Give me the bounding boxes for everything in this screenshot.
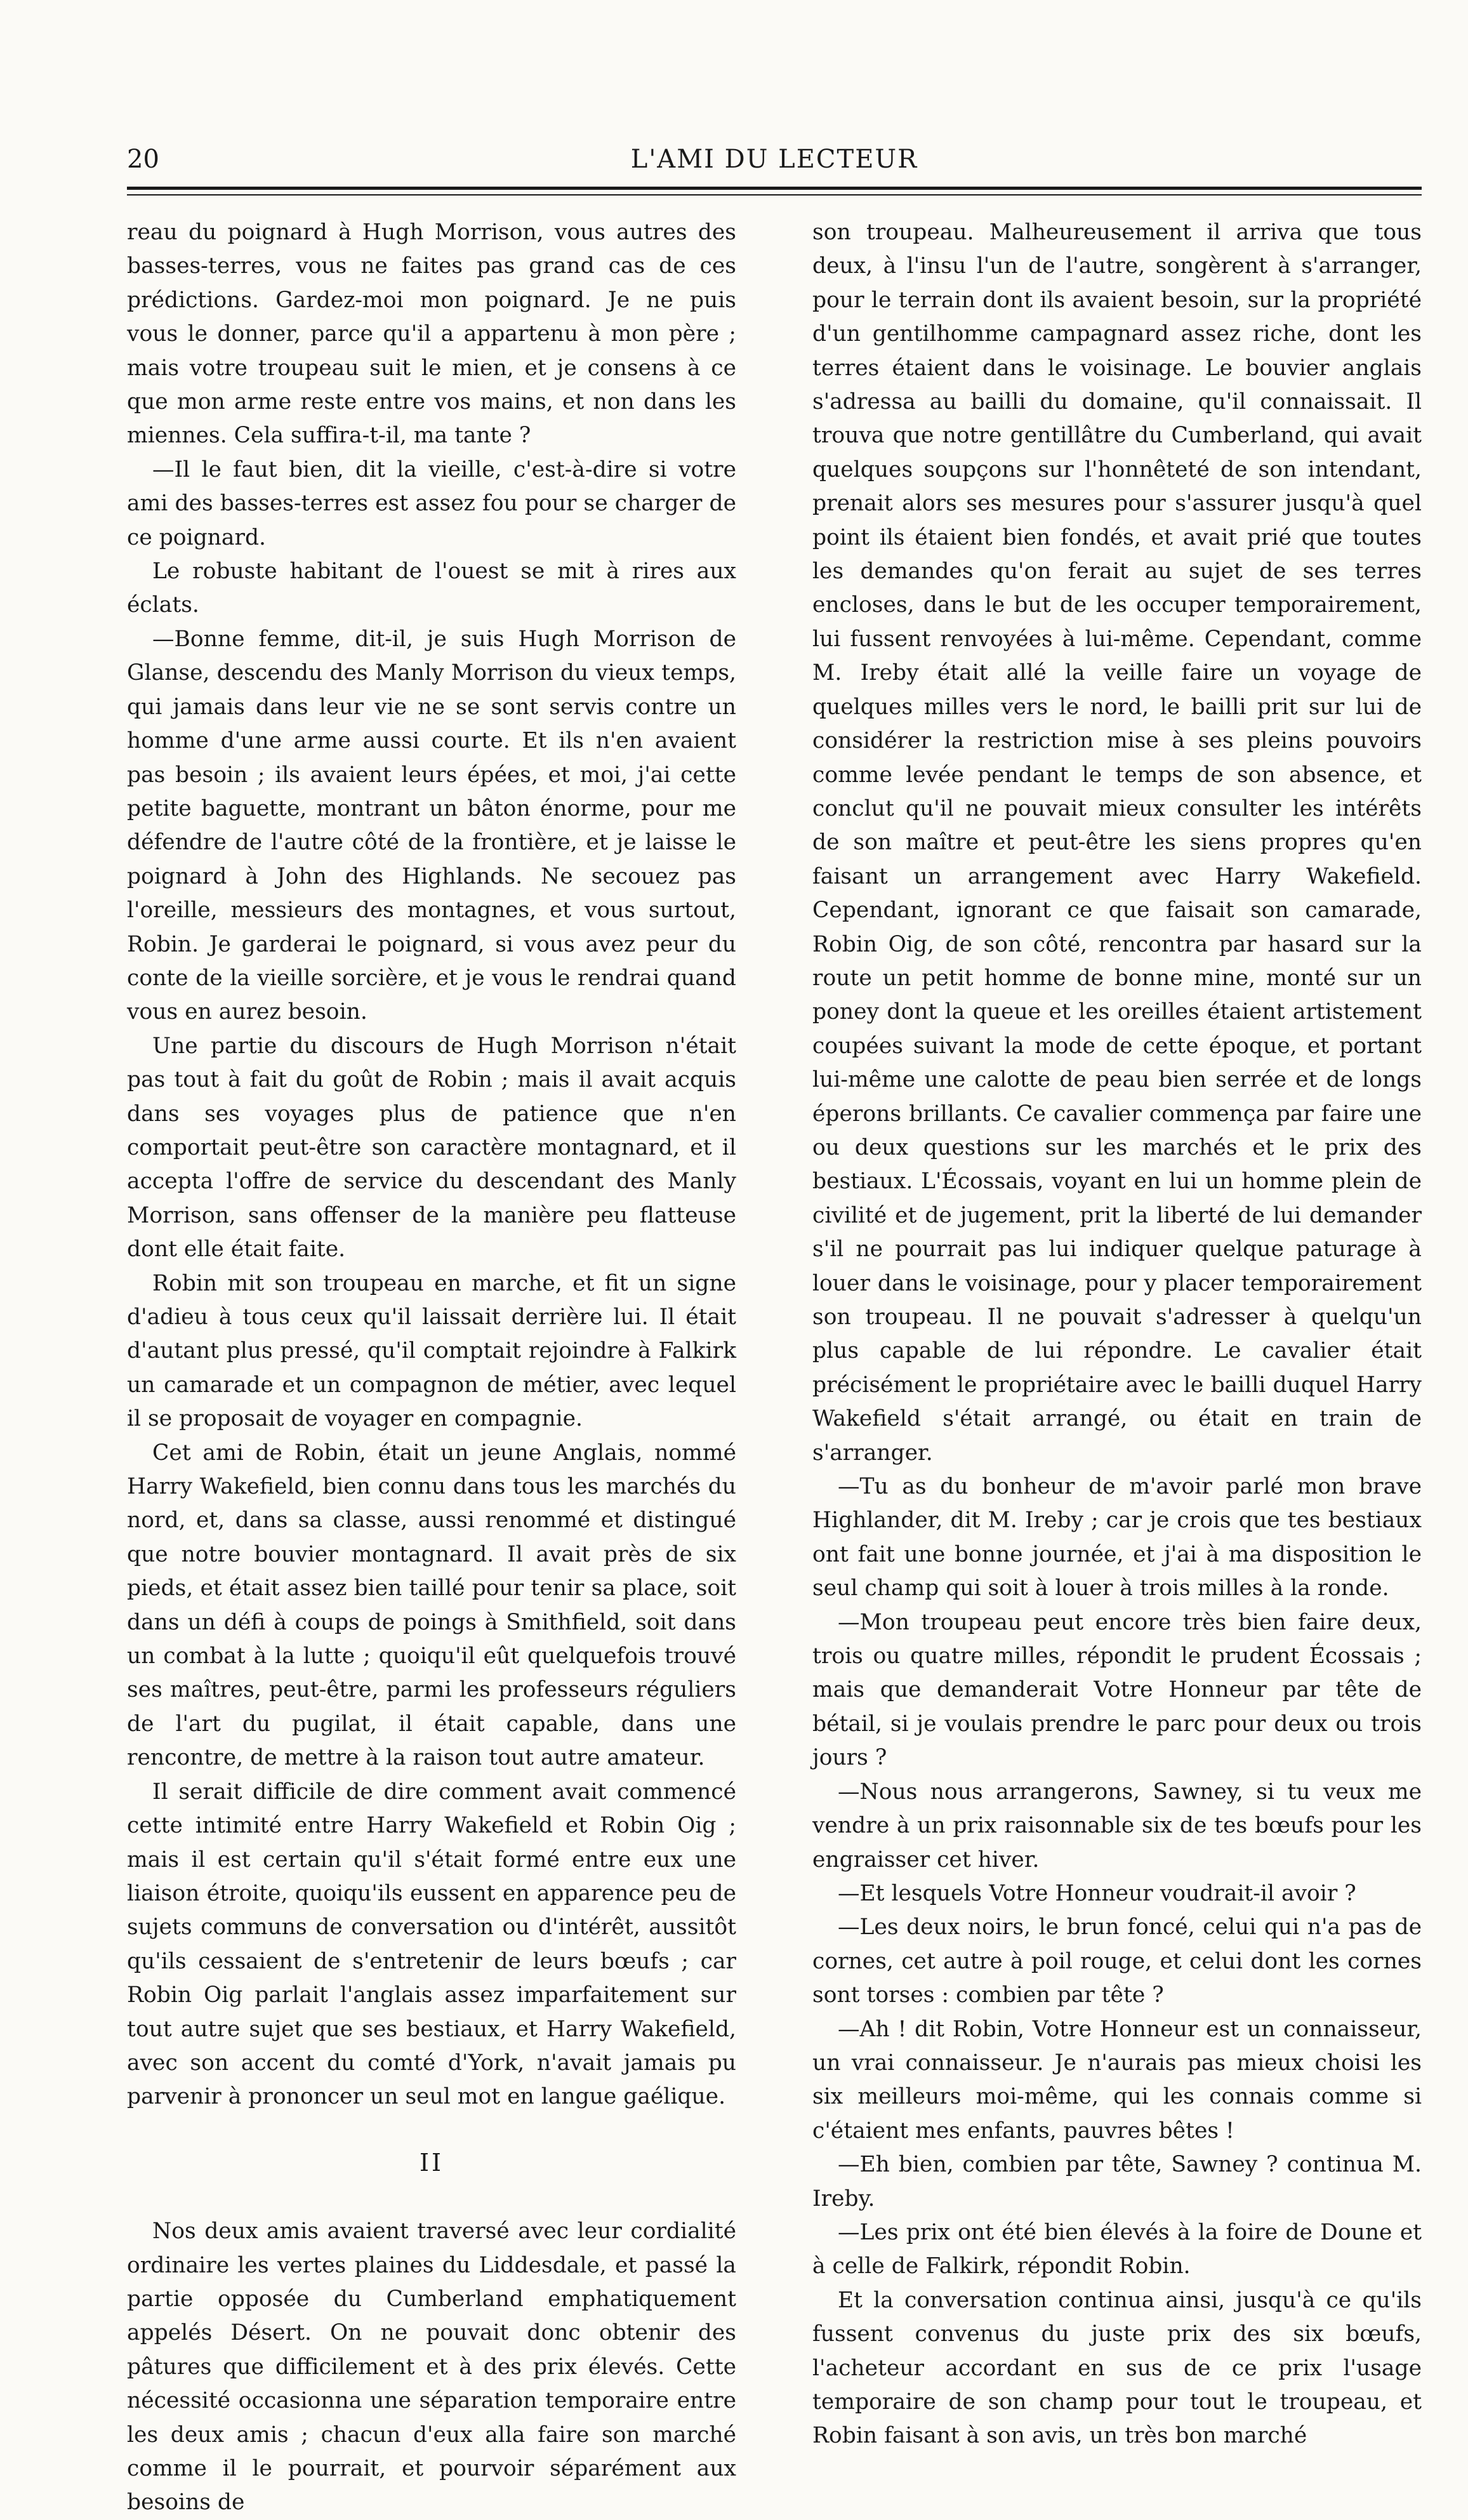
paragraph: —Il le faut bien, dit la vieille, c'est-à-dire si votre ami des basses-terres est assez fou pour se charger de ce poignard. — [127, 456, 736, 550]
section-heading: II — [419, 2148, 444, 2177]
left-column — [127, 216, 736, 2516]
header-rule-thick — [127, 187, 1422, 190]
paragraph: Et la conversation continua ainsi, jusqu'à ce qu'ils fussent convenus du juste prix des six bœufs, l'acheteur accordant en sus de ce prix l'usage temporaire de son champ pour tout le troupeau, et Robin faisant à son avis, un très bon marché — [812, 2287, 1422, 2449]
paragraph: —Tu as du bonheur de m'avoir parlé mon brave Highlander, dit M. Ireby ; car je crois que tes bestiaux ont fait une bonne journée, et j'ai à ma disposition le seul champ qui soit à louer à trois milles à la ronde. — [812, 1474, 1422, 1602]
paragraph: —Bonne femme, dit-il, je suis Hugh Morrison de Glanse, descendu des Manly Morrison du vieux temps, qui jamais dans leur vie ne se sont servis contre un homme d'une arme aussi courte. Et ils n'en avaient pas besoin ; ils avaient leurs épées, et moi, j'ai cette petite baguette, montrant un bâton énorme, pour me défendre de l'autre côté de la frontière, et je laisse le poignard à John des Highlands. Ne secouez pas l'oreille, messieurs des montagnes, et vous surtout, Robin. Je garderai le poignard, si vous avez peur du conte de la vieille sorcière, et je vous le rendrai quand vous en aurez besoin. — [127, 626, 736, 1025]
paragraph: Robin mit son troupeau en marche, et fit un signe d'adieu à tous ceux qu'il laissait derrière lui. Il était d'autant plus pressé, qu'il comptait rejoindre à Falkirk un camarade et un compagnon de métier, avec lequel il se proposait de voyager en compagnie. — [127, 1270, 736, 1432]
paragraph: reau du poignard à Hugh Morrison, vous autres des basses-terres, vous ne faites pas grand cas de ces prédictions. Gardez-moi mon poignard. Je ne puis vous le donner, parce qu'il a appartenu à mon père ; mais votre troupeau suit le mien, et je consens à ce que mon arme reste entre vos mains, et non dans les miennes. Cela suffira-t-il, ma tante ? — [127, 220, 736, 449]
paragraph: —Nous nous arrangerons, Sawney, si tu veux me vendre à un prix raisonnable six de tes bœufs pour les engraisser cet hiver. — [812, 1779, 1422, 1873]
page-number: 20 — [127, 145, 159, 174]
paragraph: —Eh bien, combien par tête, Sawney ? continua M. Ireby. — [812, 2152, 1422, 2212]
header-rule-thin — [127, 194, 1422, 196]
paragraph: son troupeau. Malheureusement il arriva que tous deux, à l'insu l'un de l'autre, songèrent à s'arranger, pour le terrain dont ils avaient besoin, sur la propriété d'un gentilhomme campagnard assez riche, dont les terres étaient dans le voisinage. Le bouvier anglais s'adressa au bailli du domaine, qu'il connaissait. Il trouva que notre gentillâtre du Cumberland, qui avait quelques soupçons sur l'honnêteté de son intendant, prenait alors ses mesures pour s'assurer jusqu'à quel point ils étaient bien fondés, et avait prié que toutes les demandes qu'on ferait au sujet de ses terres encloses, dans le but de les occuper temporairement, lui fussent renvoyées à lui-même. Cependant, comme M. Ireby était allé la veille faire un voyage de quelques milles vers le nord, le bailli prit sur lui de considérer la restriction mise à ses pleins pouvoirs comme levée pendant le temps de son absence, et conclut qu'il ne pouvait mieux consulter les intérêts de son maître et peut-être les siens propres qu'en faisant un arrangement avec Harry Wakefield. Cependant, ignorant ce que faisait son camarade, Robin Oig, de son côté, rencontra par hasard sur la route un petit homme de bonne mine, monté sur un poney dont la queue et les oreilles étaient artistement coupées suivant la mode de cette époque, et portant lui-même une calotte de peau bien serrée et de longs éperons brillants. Ce cavalier commença par faire une ou deux questions sur les marchés et le prix des bestiaux. L'Écossais, voyant en lui un homme plein de civilité et de jugement, prit la liberté de lui demander s'il ne pourrait pas lui indiquer quelque paturage à louer dans le voisinage, pour y placer temporairement son troupeau. Il ne pouvait s'adresser à quelqu'un plus capable de lui répondre. Le cavalier était précisément le propriétaire avec le bailli duquel Harry Wakefield s'était arrangé, ou était en train de s'arranger. — [812, 220, 1422, 1466]
right-column — [812, 216, 1422, 2449]
paragraph: Le robuste habitant de l'ouest se mit à rires aux éclats. — [127, 559, 736, 618]
paragraph: —Et lesquels Votre Honneur voudrait-il avoir ? — [838, 1880, 1356, 1906]
paragraph: —Les prix ont été bien élevés à la foire de Doune et à celle de Falkirk, répondit Robin. — [812, 2219, 1422, 2279]
paragraph: —Les deux noirs, le brun foncé, celui qui n'a pas de cornes, cet autre à poil rouge, et celui dont les cornes sont torses : combien par tête ? — [812, 1914, 1422, 2008]
paragraph: Cet ami de Robin, était un jeune Anglais, nommé Harry Wakefield, bien connu dans tous les marchés du nord, et, dans sa classe, aussi renommé et distingué que notre bouvier montagnard. Il avait près de six pieds, et était assez bien taillé pour tenir sa place, soit dans un défi à coups de poings à Smithfield, soit dans un combat à la lutte ; quoiqu'il eût quelquefois trouvé ses maîtres, peut-être, parmi les professeurs réguliers de l'art du pugilat, il était capable, dans une rencontre, de mettre à la raison tout autre amateur. — [127, 1440, 736, 1771]
running-title: L'AMI DU LECTEUR — [630, 145, 918, 174]
paragraph: —Ah ! dit Robin, Votre Honneur est un connaisseur, un vrai connaisseur. Je n'aurais pas mieux choisi les six meilleurs moi-même, qui les connais comme si c'étaient mes enfants, pauvres bêtes ! — [812, 2016, 1422, 2144]
paragraph: —Mon troupeau peut encore très bien faire deux, trois ou quatre milles, répondit le prudent Écossais ; mais que demanderait Votre Honneur par tête de bétail, si je voulais prendre le parc pour deux ou trois jours ? — [812, 1609, 1422, 1771]
paragraph: Nos deux amis avaient traversé avec leur cordialité ordinaire les vertes plaines du Liddesdale, et passé la partie opposée du Cumberland emphatiquement appelés Désert. On ne pouvait donc obtenir des pâtures que difficilement et à des prix élevés. Cette nécessité occasionna une séparation temporaire entre les deux amis ; chacun d'eux alla faire son marché comme il le pourrait, et pourvoir séparément aux besoins de — [127, 2218, 736, 2516]
paragraph: Il serait difficile de dire comment avait commencé cette intimité entre Harry Wakefield et Robin Oig ; mais il est certain qu'il s'était formé entre eux une liaison étroite, quoiqu'ils eussent en apparence peu de sujets communs de conversation ou d'intérêt, aussitôt qu'ils cessaient de s'entretenir de leurs bœufs ; car Robin Oig parlait l'anglais assez imparfaitement sur tout autre sujet que ses bestiaux, et Harry Wakefield, avec son accent du comté d'York, n'avait jamais pu parvenir à prononcer un seul mot en langue gaélique. — [127, 1779, 736, 2110]
paragraph: Une partie du discours de Hugh Morrison n'était pas tout à fait du goût de Robin ; mais il avait acquis dans ses voyages plus de patience que n'en comportait peut-être son caractère montagnard, et il accepta l'offre de service du descendant des Manly Morrison, sans offenser de la manière peu flatteuse dont elle était faite. — [127, 1033, 736, 1263]
page-header — [127, 145, 1422, 183]
